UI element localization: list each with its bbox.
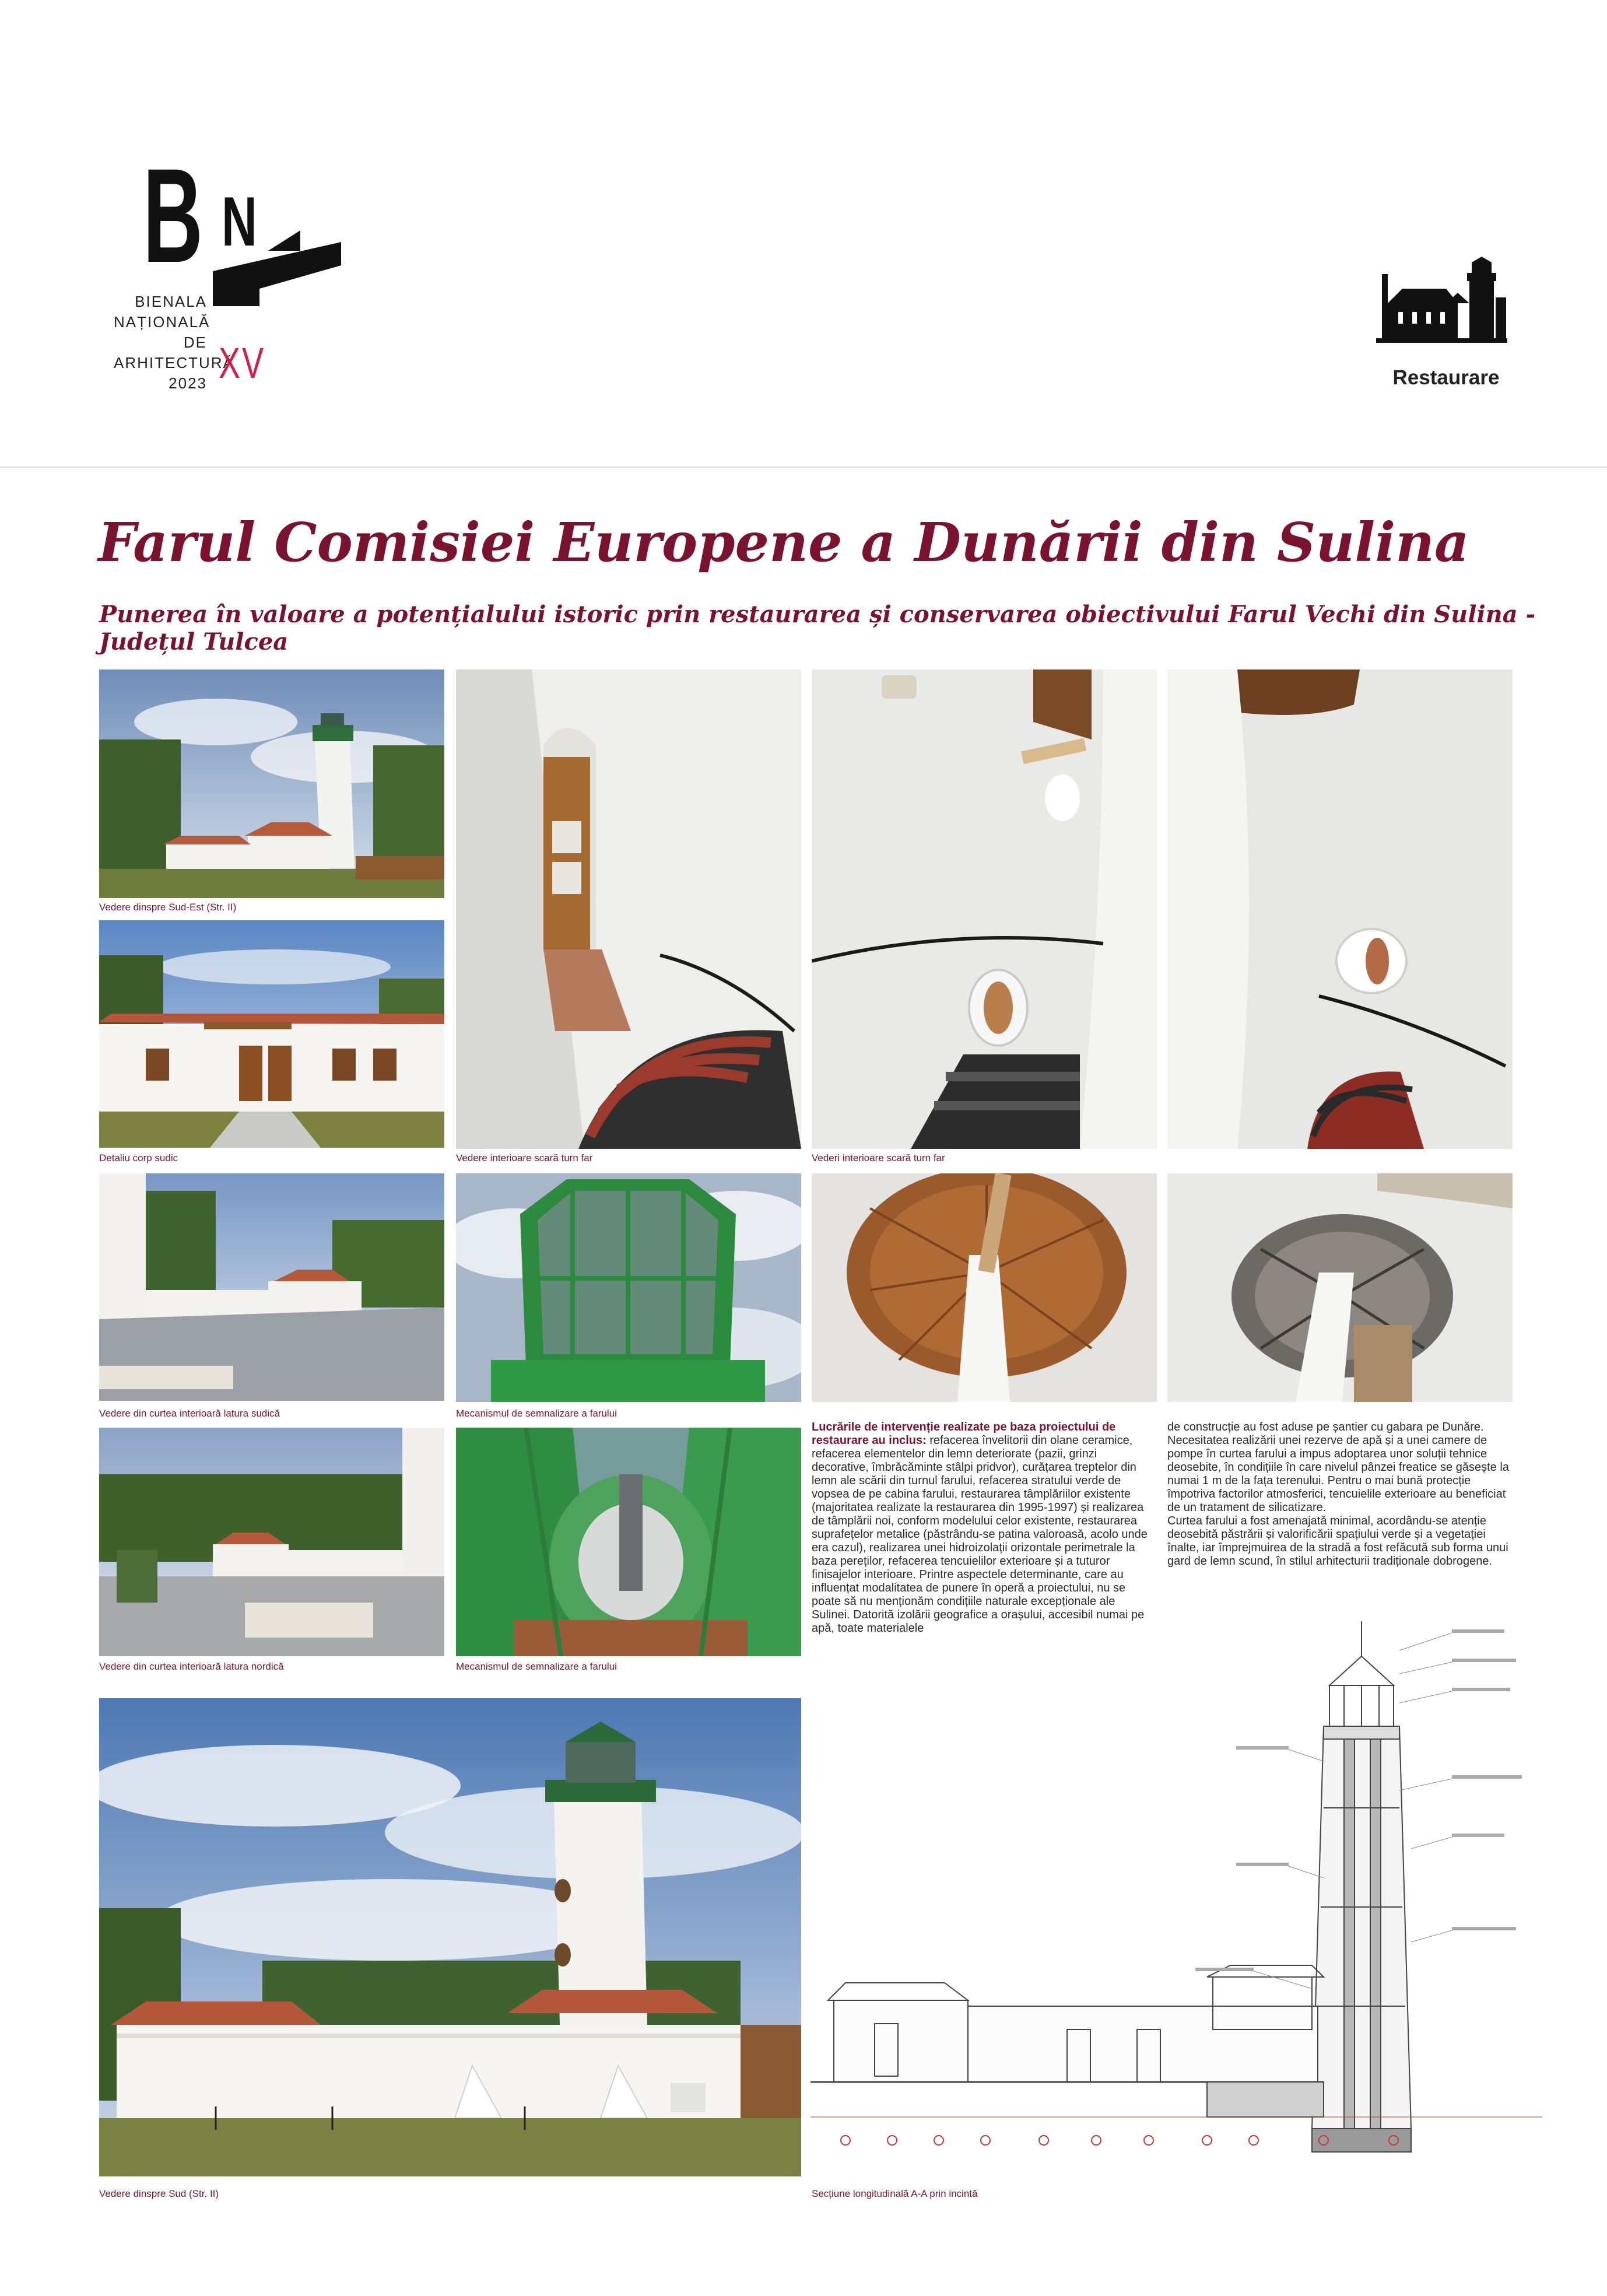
photo-lighthouse-south	[99, 1698, 801, 2176]
photo-lantern-mechanism	[456, 1428, 801, 1656]
caption: Vedere dinspre Sud-Est (Str. II)	[99, 902, 237, 913]
logo-letter-a	[213, 230, 341, 306]
photo-lantern-exterior	[456, 1173, 801, 1402]
logo-line: BIENALA	[135, 293, 207, 310]
caption: Vedere din curtea interioară latura nordică	[99, 1661, 284, 1672]
logo-letter-n: N	[222, 183, 257, 261]
caption: Mecanismul de semnalizare a farului	[456, 1661, 617, 1672]
photo-south-body	[99, 920, 444, 1148]
logo-line: ARHITECTURĂ	[114, 354, 234, 371]
photo-courtyard-south	[99, 1173, 444, 1401]
caption: Vederi interioare scară turn far	[812, 1152, 945, 1163]
logo-letter-b: B	[143, 141, 202, 290]
body-text: Curtea farului a fost amenajată minimal, acordându-se atenție deosebită păstrării și valorificării spațiului verde și a vegetației înalte, iar împrejmuirea de la stradă a fost refăcută sub forma unui gard de lemn scund, în stilul arhitecturii tradiționale dobrogene.	[1167, 1515, 1508, 1568]
body-text-col1	[812, 1421, 1156, 1635]
lighthouse-building-silhouette-icon	[1376, 257, 1507, 353]
photo-lighthouse-southeast	[99, 669, 444, 898]
photo-stair-window	[812, 669, 1157, 1149]
caption: Secțiune longitudinală A-A prin incintă	[812, 2188, 978, 2199]
page-title: Farul Comisiei Europene a Dunării din Sulina	[98, 511, 1469, 574]
caption: Detaliu corp sudic	[99, 1152, 178, 1163]
photo-stair-door	[456, 669, 801, 1149]
photo-spiral-metal	[1167, 1173, 1513, 1402]
caption: Vedere dinspre Sud (Str. II)	[99, 2188, 219, 2199]
body-lead: Lucrările de intervenție realizate pe baza proiectului de restaurare au inclus:	[812, 1421, 1116, 1447]
body-text: de construcție au fost aduse pe șantier cu gabara pe Dunăre. Necesitatea realizării unei rezerve de apă și a unei camere de pompe în curtea farului a impus adoptarea unor soluții tehnice deosebite, în condițiile în care nivelul pânzei freatice se găsește la numai 1 m de la fața terenului. Pentru o mai bună protecție împotriva factorilor atmosferici, tencuielile exterioare au beneficiat de un tratament de silicatizare.	[1167, 1421, 1509, 1514]
logo-line: 2023	[169, 374, 207, 392]
header-divider	[0, 467, 1607, 468]
logo-edition: XV	[219, 339, 266, 387]
photo-stair-spiral-up	[1167, 669, 1513, 1149]
bna-logo	[114, 141, 359, 420]
logo-text	[114, 292, 234, 394]
photo-courtyard-north	[99, 1428, 444, 1656]
body-text-col2	[1167, 1421, 1511, 1568]
page-subtitle: Punerea în valoare a potențialului istoric prin restaurarea și conservarea obiectivului Farul Vechi din Sulina - Județul Tulcea	[99, 601, 1536, 656]
body-text: refacerea învelitorii din olane ceramice, refacerea elementelor din lemn deteriorate (pazii, grinzi decorative, îmbrăcăminte stâlpi pridvor), curățarea treptelor din lemn ale scării din turnul farului, refacerea stratului verde de vopsea de pe cabina farului, restaurarea tâmplăriilor existente (majoritatea realizate la restaurarea din 1995-1997) și realizarea de tâmplării noi, conform modelului celor existente, restaurarea suprafețelor metalice (păstrându-se patina valoroasă, acolo unde era cazul), realizarea unei hidroizolații orizontale perimetrale la baza pereților, refacerea tencuielilor exterioare și a tuturor finisajelor interioare. Printre aspectele determinante, care au influențat modalitatea de punere în operă a proiectului, nu se poate să nu menționăm condițiile naturale excepționale ale Sulinei. Datorită izolării geografice a orașului, accesibil numai pe apă, toate materialele	[812, 1434, 1148, 1635]
caption: Vedere din curtea interioară latura sudică	[99, 1408, 280, 1419]
photo-spiral-wood	[812, 1173, 1157, 1402]
section-drawing	[810, 1615, 1542, 2158]
section-label: Restaurare	[1392, 366, 1500, 389]
caption: Vedere interioare scară turn far	[456, 1152, 593, 1163]
logo-line: NAȚIONALĂ	[114, 313, 210, 331]
logo-line: DE	[183, 334, 207, 351]
caption: Mecanismul de semnalizare a farului	[456, 1408, 617, 1419]
